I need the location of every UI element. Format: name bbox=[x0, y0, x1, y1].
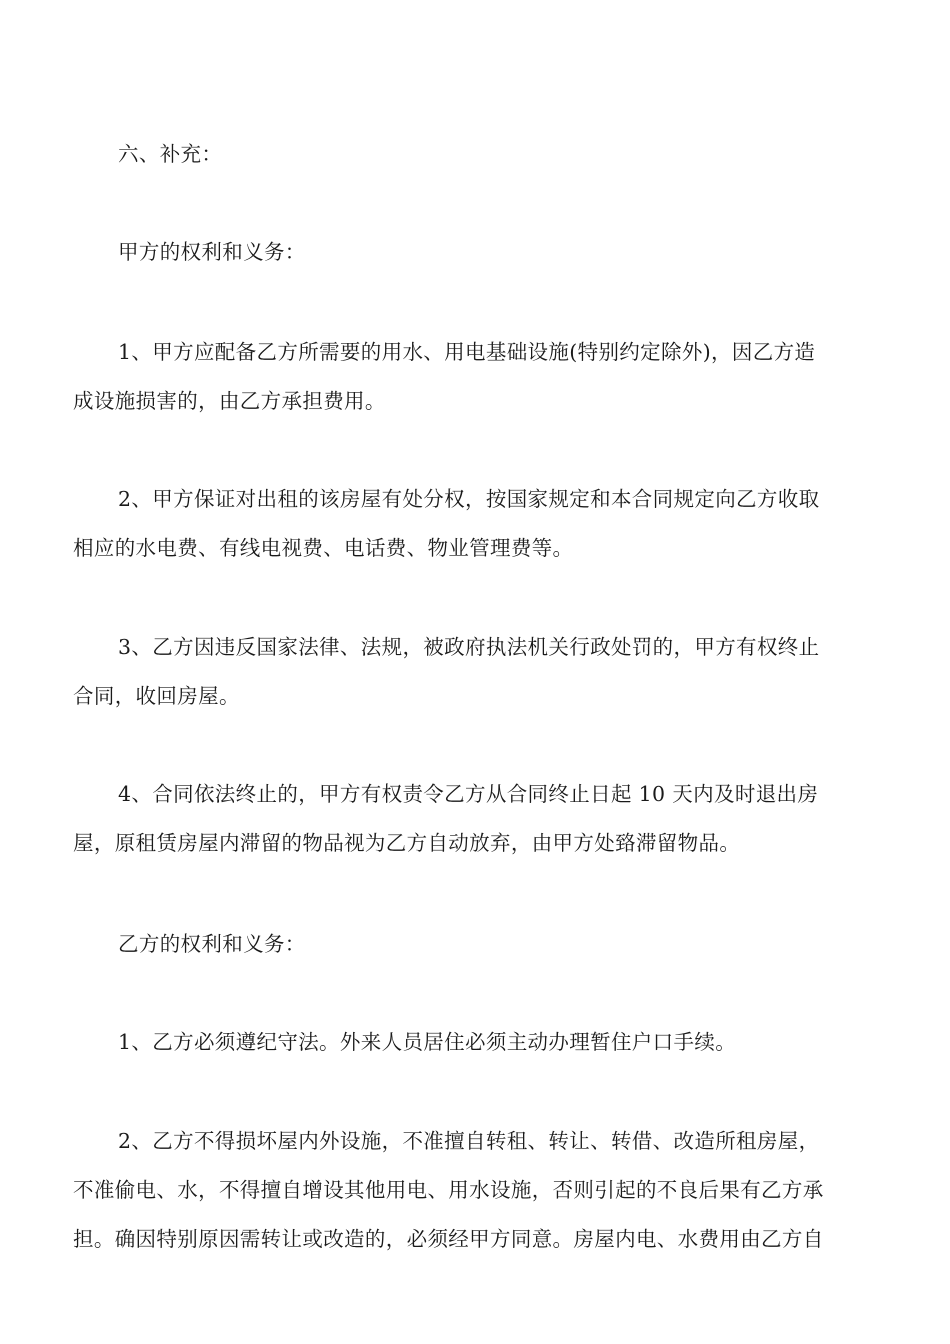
party-a-heading: 甲方的权利和义务： bbox=[118, 240, 306, 264]
clause-b1-line-1: 1、乙方必须遵纪守法。外来人员居住必须主动办理暂住户口手续。 bbox=[118, 1030, 737, 1054]
party-b-heading: 乙方的权利和义务： bbox=[118, 932, 306, 956]
clause-a1-line-1: 1、甲方应配备乙方所需要的用水、用电基础设施(特别约定除外)，因乙方造 bbox=[118, 340, 816, 364]
clause-b2-line-2: 不准偷电、水，不得擅自增设其他用电、用水设施，否则引起的不良后果有乙方承 bbox=[73, 1178, 824, 1202]
clause-a2-line-1: 2、甲方保证对出租的该房屋有处分权，按国家规定和本合同规定向乙方收取 bbox=[118, 487, 820, 511]
clause-b2-line-1: 2、乙方不得损坏屋内外设施，不准擅自转租、转让、转借、改造所租房屋， bbox=[118, 1129, 820, 1153]
clause-a3-line-2: 合同，收回房屋。 bbox=[73, 684, 240, 708]
clause-a3-line-1: 3、乙方因违反国家法律、法规，被政府执法机关行政处罚的，甲方有权终止 bbox=[118, 635, 820, 659]
clause-a4-line-1: 4、合同依法终止的，甲方有权责令乙方从合同终止日起 10 天内及时退出房 bbox=[118, 782, 819, 806]
section-title: 六、补充： bbox=[118, 142, 223, 166]
clause-a1-line-2: 成设施损害的，由乙方承担费用。 bbox=[73, 389, 386, 413]
clause-a4-line-2: 屋，原租赁房屋内滞留的物品视为乙方自动放弃，由甲方处臵滞留物品。 bbox=[73, 831, 741, 855]
clause-b2-line-3: 担。确因特别原因需转让或改造的，必须经甲方同意。房屋内电、水费用由乙方自 bbox=[73, 1227, 824, 1251]
clause-a2-line-2: 相应的水电费、有线电视费、电话费、物业管理费等。 bbox=[73, 536, 574, 560]
